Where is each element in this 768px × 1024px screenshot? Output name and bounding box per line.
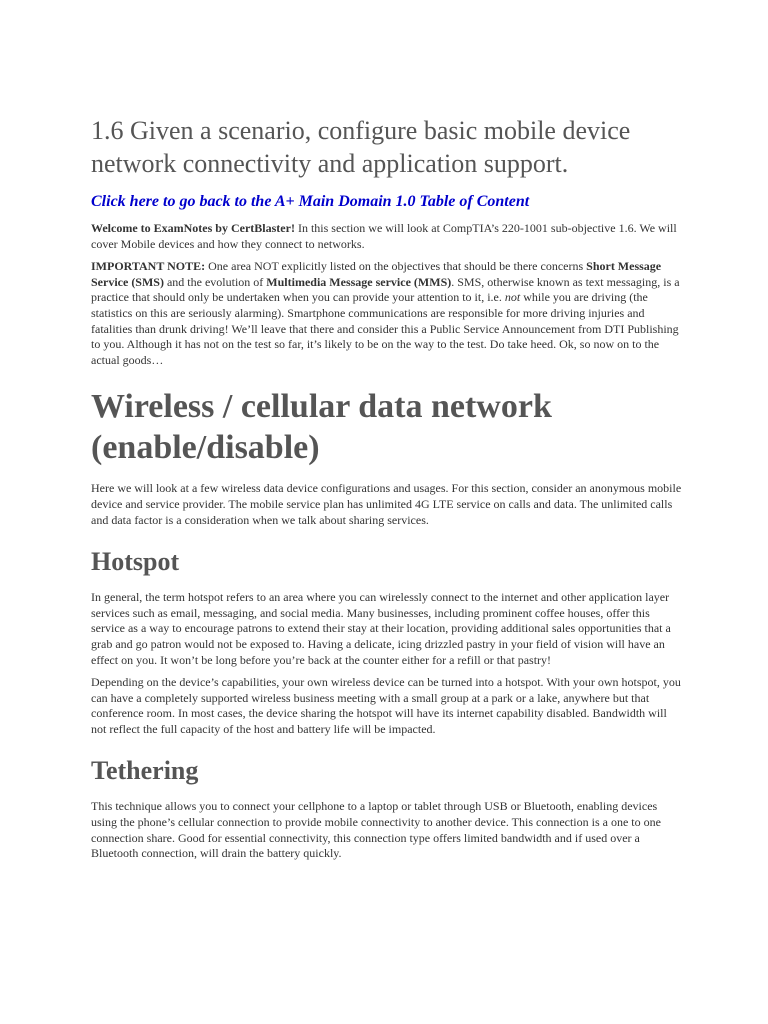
hotspot-paragraph-2: Depending on the device’s capabilities, your own wireless device can be turned into a hotspot. With your own hotspot, you can have a completely supported wireless business meeting with a small group at a park or a lake, anywhere but that conference room. In most cases, the device sharing the hotspot will have its internet capability disabled. Bandwidth will not reflect the full capacity of the host and battery life will be impacted. (91, 675, 681, 736)
intro-text: In this section we will look at CompTIA’s 220-1001 sub-objective 1.6. We will cover Mobile devices and how they connect to networks. (91, 221, 677, 251)
important-note-paragraph (91, 259, 683, 368)
wireless-section-paragraph: Here we will look at a few wireless data device configurations and usages. For this section, consider an anonymous mobile device and service provider. The mobile service plan has unlimited 4G LTE service on calls and data. The unlimited calls and data factor is a consideration when we talk about sharing services. (91, 481, 682, 527)
hotspot-section-title: Hotspot (91, 547, 180, 577)
important-note-label: IMPORTANT NOTE: (91, 259, 206, 274)
important-note-text-3: . SMS, otherwise known as text messaging, is a practice that should only be undertaken when you can provide your attention to it, i.e. (91, 274, 680, 305)
wireless-section-title: Wireless / cellular data network (enable/disable) (91, 388, 552, 467)
document-page (91, 114, 683, 869)
tethering-section-title: Tethering (91, 756, 199, 786)
hotspot-paragraph-1: In general, the term hotspot refers to an area where you can wirelessly connect to the internet and other application layer services such as email, messaging, and social media. Many businesses, including prominent coffee houses, offer this service as a way to encourage patrons to extend their stay at their location, providing additional sales opportunities that a grab and go patron would not be exposed to. Having a delicate, icing drizzled pastry in your field of vision will have an effect on you. It won’t be long before you’re back at the counter either for a refill or that pastry! (91, 590, 671, 667)
back-to-table-of-content-link[interactable]: Click here to go back to the A+ Main Domain 1.0 Table of Content (91, 193, 530, 210)
important-note-text-1: One area NOT explicitly listed on the objectives that should be there concerns (205, 259, 587, 274)
important-note-text-4: while you are driving (the statistics on this are seriously alarming). Smartphone communications are responsible for more driving injuries and fatalities than drunk driving! We’ll leave that there and consider this a Public Service Announcement from DTI Publishing to you. Although it has not on the test so far, it’s likely to be on the way to the test. Do take heed. Ok, so now on to the actual goods… (91, 290, 679, 367)
page-title: 1.6 Given a scenario, configure basic mobile device network connectivity and application support. (91, 116, 631, 178)
intro-bold-lead: Welcome to ExamNotes by CertBlaster! (91, 221, 295, 235)
tethering-paragraph: This technique allows you to connect your cellphone to a laptop or tablet through USB or Bluetooth, enabling devices using the phone’s cellular connection to provide mobile connectivity to another device. This connection is a one to one connection share. Good for essential connectivity, this connection type offers limited bandwidth and if used over a Bluetooth connection, will drain the battery quickly. (91, 799, 661, 861)
mms-term: Multimedia Message service (MMS) (266, 274, 452, 289)
intro-paragraph (91, 221, 683, 252)
important-note-text-2: and the evolution of (163, 274, 267, 289)
not-emphasis: not (504, 290, 521, 305)
sms-term: Short Message Service (SMS) (91, 259, 662, 289)
